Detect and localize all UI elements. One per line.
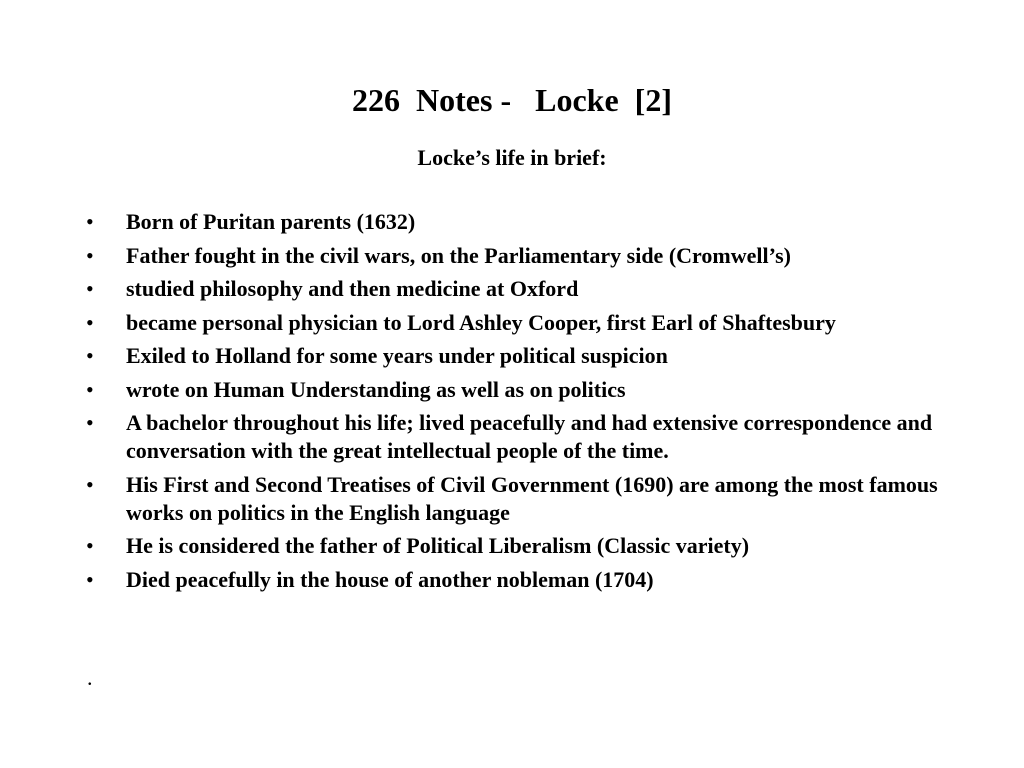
bullet-icon: • [86, 276, 94, 301]
bullet-item [84, 376, 944, 404]
bullet-text: Born of Puritan parents (1632) [126, 209, 416, 234]
bullet-item [84, 342, 944, 370]
bullet-item [84, 532, 944, 560]
bullet-icon: • [86, 343, 94, 368]
bullet-icon: • [86, 533, 94, 558]
bullet-text: Died peacefully in the house of another nobleman (1704) [126, 566, 654, 592]
bullet-item [84, 471, 944, 527]
bullet-icon: • [86, 376, 94, 402]
bullet-text: He is considered the father of Political Liberalism (Classic variety) [126, 533, 750, 558]
bullet-text: wrote on Human Understanding as well as on politics [126, 376, 626, 402]
bullet-text: Father fought in the civil wars, on the Parliamentary side (Cromwell’s) [126, 242, 792, 268]
bullet-list [84, 208, 944, 599]
bullet-item [84, 566, 944, 594]
bullet-text: Exiled to Holland for some years under political suspicion [126, 343, 668, 368]
bullet-text: became personal physician to Lord Ashley Cooper, first Earl of Shaftesbury [126, 309, 836, 335]
bullet-text: A bachelor throughout his life; lived peacefully and had extensive correspondence and conversation with the great intellectual people of the time. [126, 410, 933, 463]
bullet-item [84, 208, 944, 236]
slide-subtitle: Locke’s life in brief: [417, 145, 607, 170]
bullet-item [84, 275, 944, 303]
bullet-item [84, 409, 944, 465]
bullet-icon: • [86, 242, 94, 268]
trailing-mark: . [87, 665, 93, 690]
bullet-item [84, 242, 944, 270]
slide-title: 226 Notes - Locke [2] [352, 82, 672, 118]
bullet-text: studied philosophy and then medicine at Oxford [126, 276, 579, 301]
bullet-icon: • [86, 309, 94, 335]
bullet-icon: • [86, 566, 94, 592]
bullet-icon: • [86, 209, 94, 234]
bullet-icon: • [86, 410, 94, 435]
bullet-item [84, 309, 944, 337]
bullet-text: His First and Second Treatises of Civil Government (1690) are among the most famous works on politics in the English language [126, 471, 938, 525]
bullet-icon: • [86, 471, 94, 497]
